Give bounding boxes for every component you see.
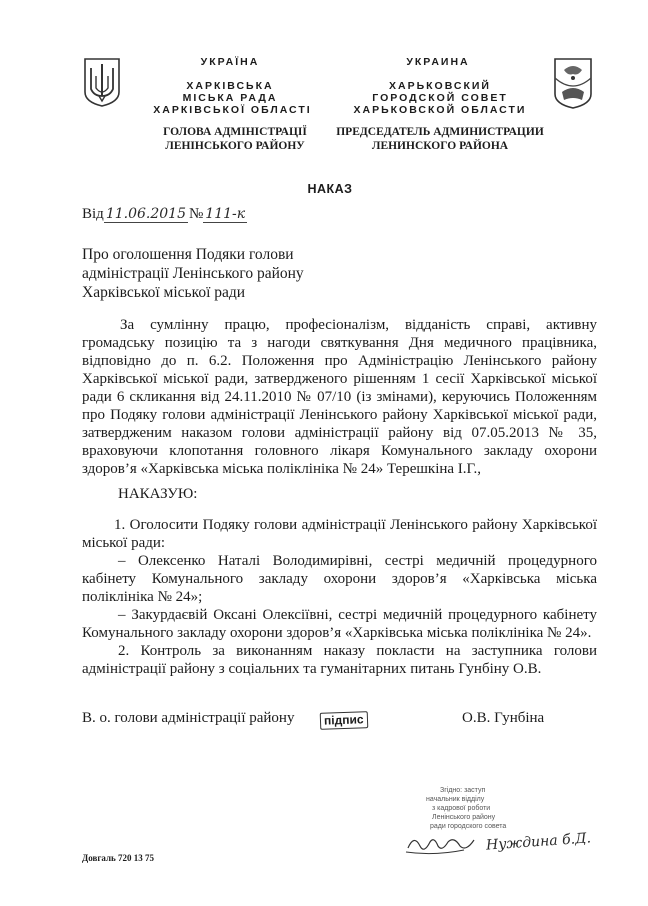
handwritten-signature-mark [404,828,484,858]
order-word: НАКАЗУЮ: [118,486,198,502]
ukraine-coat-of-arms-icon [82,56,122,108]
order-item-2: 2. Контроль за виконанням наказу покласти на заступника голови адміністрації району з соціальних та гуманітарних питань Гунбіну О.В. [82,643,597,677]
footer-executor-note: Довгаль 720 13 75 [82,853,155,863]
subject-line-1: Про оголошення Подяки голови [82,246,294,263]
signature-position: В. о. голови адміністрації району [82,710,295,726]
order-item-person-1: – Олексенко Наталі Володимирівні, сестрі медичній процедурного кабінету Комунального закладу охорони здоров’я «Харківська міська поліклініка № 24»; [82,553,597,605]
header-council-ua-line-3: ХАРКІВСЬКОЇ ОБЛАСТІ [153,104,312,116]
subject-line-2: адміністрації Ленінського району [82,265,304,282]
date-number-line [82,206,247,228]
subject-line-3: Харківської міської ради [82,284,246,301]
date-handwritten: 11.06.2015 [105,206,186,222]
signature-stamp [320,711,368,730]
header-council-ru-line-3: ХАРЬКОВСКОЙ ОБЛАСТИ [353,104,527,116]
stamp-line-5: ради городского совета [430,823,507,830]
signature-stamp-text: підпис [323,712,364,728]
kharkiv-coat-of-arms-icon [552,56,594,110]
order-item-1: 1. Оголосити Подяку голови адміністрації Ленінського району Харківської міської ради: [82,517,597,551]
header-council-ua-line-2: МІСЬКА РАДА [182,92,278,104]
header-country-ru: УКРАИНА [406,56,470,68]
stamp-line-1: Згідно: заступ [440,787,486,794]
header-country-ua: УКРАЇНА [200,56,260,68]
stamp-line-2: начальник відділу [426,796,485,803]
header-head-ru-line-1: ПРЕДСЕДАТЕЛЬ АДМИНИСТРАЦИИ [336,126,544,138]
header-head-ru-line-2: ЛЕНИНСКОГО РАЙОНА [371,140,509,152]
number-handwritten: 111-к [203,206,247,223]
signature-name: О.В. Гунбіна [462,710,545,726]
header-head-ua-line-2: ЛЕНІНСЬКОГО РАЙОНУ [165,140,305,152]
true-copy-stamp [426,786,546,831]
header-head-ua-line-1: ГОЛОВА АДМІНІСТРАЦІЇ [163,126,307,138]
header-council-ru-line-2: ГОРОДСКОЙ СОВЕТ [372,92,508,104]
document-title: НАКАЗ [307,182,353,196]
header-council-ua-line-1: ХАРКІВСЬКА [186,80,274,92]
number-label: № [188,206,204,222]
date-from-label: Від [82,206,104,222]
header-council-ru-line-1: ХАРЬКОВСКИЙ [389,80,491,92]
stamp-line-4: Ленінського району [432,814,496,821]
order-item-person-2: – Закурдаєвій Оксані Олексіївні, сестрі медичній процедурного кабінету Комунального закладу охорони здоров’я «Харківська міська поліклініка № 24». [82,607,597,641]
preamble-paragraph: За сумлінну працю, професіоналізм, відданість справі, активну громадську позицію та з нагоди святкування Дня медичного працівника, відповідно до п. 6.2. Положення про Адміністрацію Ленінського району Харківської міської ради, затвердженого рішенням 1 сесії Харківської міської ради 6 скликання від 24.11.2010 № 07/10 (із змінами), керуючись Положенням про Подяку голови адміністрації Ленінського району Харківської міської ради, затвердженим наказом голови адміністрації району від 07.05.2013 № 35, враховуючи клопотання головного лікаря Комунального закладу охорони здоров’я «Харківська міська поліклініка № 24» Терешкіна І.Г., [82,317,597,477]
subject-block [82,245,382,302]
handwritten-copy-name: Нуждина б.Д. [485,830,592,854]
stamp-line-3: з кадрової роботи [432,805,491,812]
